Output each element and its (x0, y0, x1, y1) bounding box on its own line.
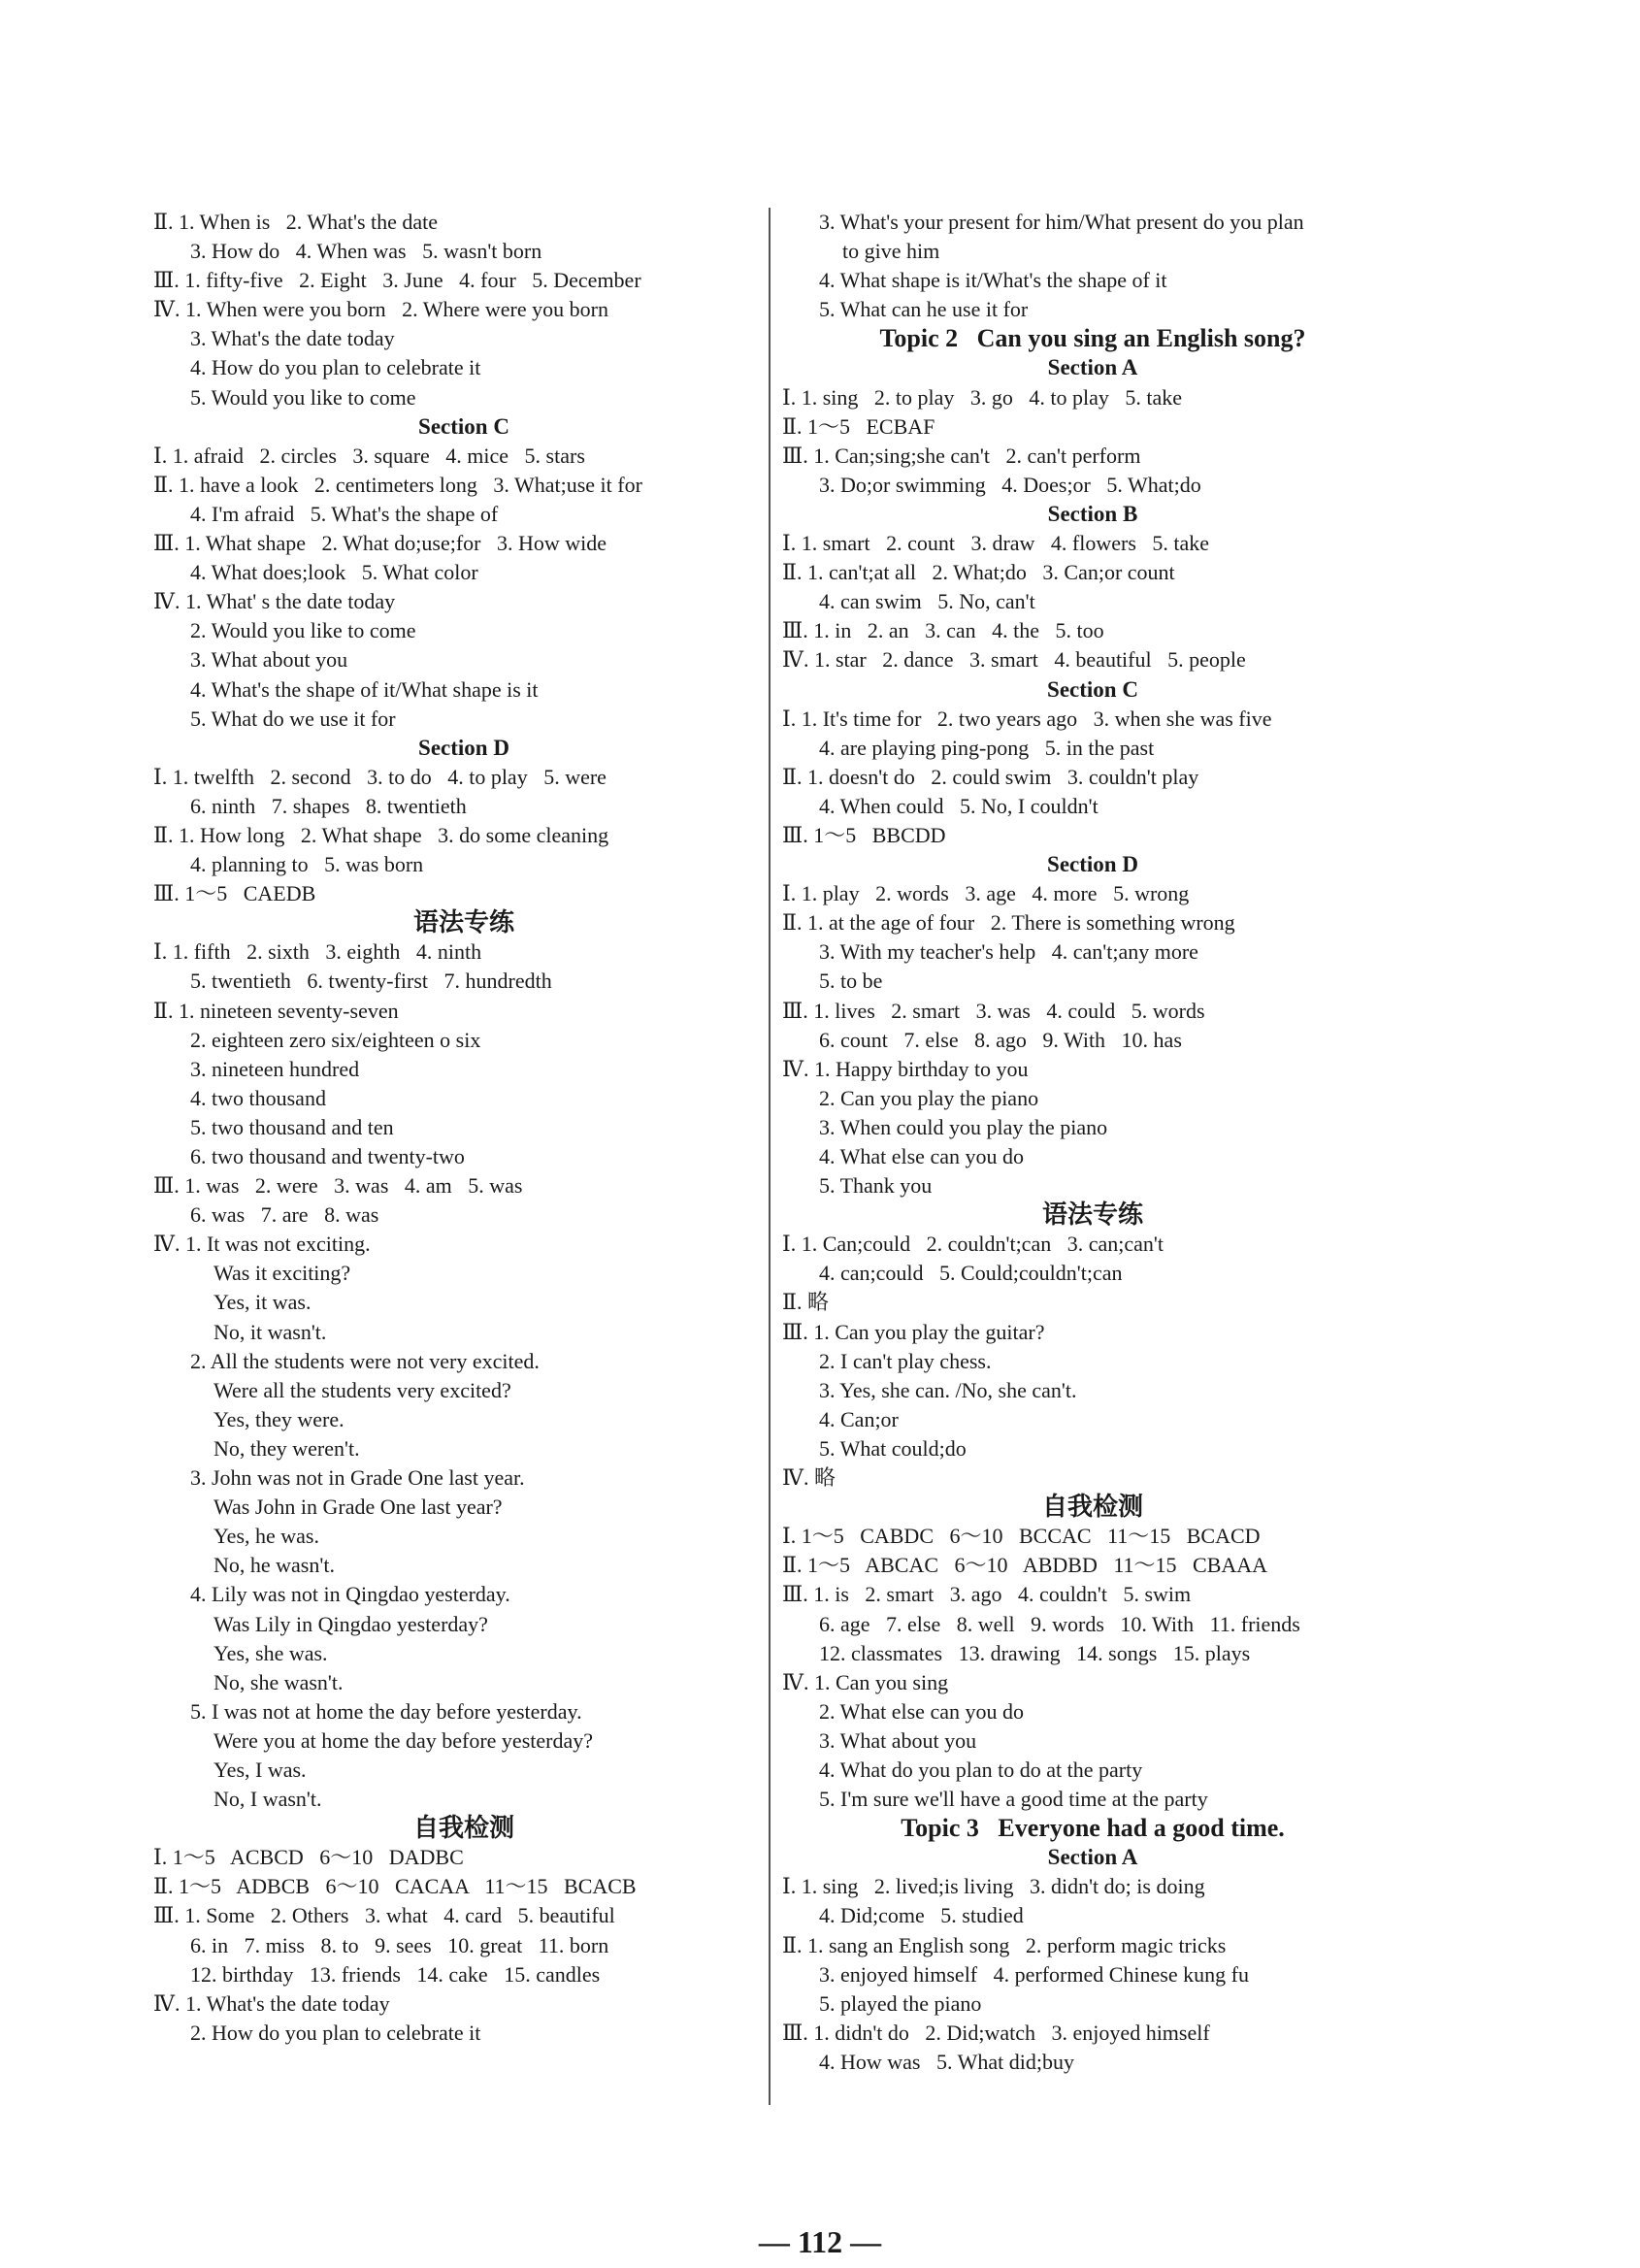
answer-line: 2. All the students were not very excited. (190, 1348, 540, 1373)
answer-line: Ⅰ. 1. Can;could 2. couldn't;can 3. can;can't (782, 1232, 1164, 1257)
answer-line: 3. What about you (819, 1727, 977, 1753)
answer-line: Ⅱ. 1. How long 2. What shape 3. do some cleaning (153, 822, 609, 847)
section-heading: 自我检测 (412, 1814, 514, 1844)
column-divider (769, 208, 771, 2105)
answer-line: No, he wasn't. (213, 1553, 335, 1578)
answer-line: 4. Lily was not in Qingdao yesterday. (190, 1582, 510, 1607)
answer-line: Ⅱ. 略 (782, 1290, 829, 1315)
answer-line: Ⅲ. 1. was 2. were 3. was 4. am 5. was (153, 1173, 523, 1199)
answer-line: Ⅲ. 1. lives 2. smart 3. was 4. could 5. words (782, 998, 1205, 1023)
section-heading: Section D (418, 735, 509, 760)
answer-line: 3. What's your present for him/What present do you plan (819, 210, 1304, 234)
answer-line: Ⅰ. 1. fifth 2. sixth 3. eighth 4. ninth (153, 939, 482, 965)
answer-line: 5. played the piano (819, 1990, 982, 2016)
answer-line: 5. Thank you (819, 1173, 933, 1199)
answer-line: 2. Can you play the piano (819, 1085, 1039, 1110)
section-heading: Section A (1047, 1845, 1138, 1870)
answer-line: 5. Would you like to come (190, 384, 416, 410)
answer-line: 5. What can he use it for (819, 297, 1029, 322)
answer-line: Ⅳ. 1. What' s the date today (153, 589, 396, 614)
answer-line: Ⅲ. 1～5 CAEDB (153, 881, 316, 906)
answer-line: Ⅰ. 1. twelfth 2. second 3. to do 4. to play 5. were (153, 764, 607, 789)
answer-line: 6. in 7. miss 8. to 9. sees 10. great 11. born (190, 1932, 609, 1957)
answer-line: 3. How do 4. When was 5. wasn't born (190, 239, 542, 264)
answer-line: Ⅳ. 1. Can you sing (782, 1669, 949, 1694)
answer-line: 6. ninth 7. shapes 8. twentieth (190, 793, 467, 818)
answer-line: 3. Yes, she can. /No, she can't. (819, 1377, 1077, 1402)
answer-line: 4. How do you plan to celebrate it (190, 355, 481, 380)
answer-line: 2. How do you plan to celebrate it (190, 2020, 481, 2045)
answer-line: Yes, I was. (213, 1757, 307, 1782)
left-column (153, 208, 774, 2048)
section-heading: Section C (1047, 676, 1138, 702)
answer-line: 4. I'm afraid 5. What's the shape of (190, 501, 499, 526)
answer-line: 3. nineteen hundred (190, 1056, 360, 1081)
section-heading: Section C (418, 413, 509, 439)
answer-line: No, she wasn't. (213, 1669, 344, 1694)
answer-line: Ⅳ. 1. It was not exciting. (153, 1232, 371, 1257)
answer-line: Ⅰ. 1. It's time for 2. two years ago 3. when she was five (782, 706, 1272, 731)
answer-line: Was it exciting? (213, 1261, 351, 1286)
answer-line: Ⅲ. 1. Can you play the guitar? (782, 1319, 1045, 1344)
answer-line: 3. With my teacher's help 4. can't;any more (819, 939, 1198, 965)
section-heading: Section B (1047, 501, 1138, 526)
answer-line: Ⅲ. 1. fifty-five 2. Eight 3. June 4. four 5. December (153, 268, 641, 293)
answer-line: Ⅱ. 1. When is 2. What's the date (153, 210, 439, 234)
answer-line: 4. two thousand (190, 1085, 326, 1110)
answer-line: Ⅲ. 1. What shape 2. What do;use;for 3. How wide (153, 531, 607, 556)
answer-line: 12. birthday 13. friends 14. cake 15. candles (190, 1961, 601, 1987)
section-heading: 语法专练 (412, 908, 514, 938)
answer-line: Ⅱ. 1. at the age of four 2. There is something wrong (782, 910, 1235, 936)
answer-line: Yes, she was. (213, 1640, 328, 1665)
answer-line: 4. planning to 5. was born (190, 852, 424, 877)
answer-line: 3. John was not in Grade One last year. (190, 1465, 525, 1491)
answer-line: Ⅰ. 1. smart 2. count 3. draw 4. flowers 5. take (782, 531, 1210, 556)
answer-line: 4. What's the shape of it/What shape is it (190, 676, 539, 702)
topic-heading: Topic 3 Everyone had a good time. (901, 1814, 1285, 1843)
answer-line: Ⅲ. 1～5 BBCDD (782, 822, 946, 847)
page-number: — 112 — (758, 2224, 882, 2259)
answer-line: 4. When could 5. No, I couldn't (819, 793, 1099, 818)
answer-line: 5. to be (819, 969, 883, 994)
answer-line: 4. What does;look 5. What color (190, 560, 478, 585)
answer-line: Ⅱ. 1. sang an English song 2. perform magic tricks (782, 1932, 1227, 1957)
answer-line: No, it wasn't. (213, 1319, 327, 1344)
answer-line: Yes, he was. (213, 1524, 319, 1549)
answer-line: 4. How was 5. What did;buy (819, 2049, 1074, 2074)
answer-line: Ⅳ. 略 (782, 1465, 836, 1491)
answer-line: Ⅲ. 1. didn't do 2. Did;watch 3. enjoyed himself (782, 2020, 1210, 2045)
answer-line: Ⅳ. 1. star 2. dance 3. smart 4. beautiful 5. people (782, 647, 1246, 673)
answer-line: 3. Do;or swimming 4. Does;or 5. What;do (819, 472, 1201, 497)
section-heading: 自我检测 (1041, 1493, 1143, 1523)
answer-line: Yes, they were. (213, 1406, 344, 1431)
answer-line: Ⅰ. 1. sing 2. lived;is living 3. didn't do; is doing (782, 1874, 1205, 1899)
answer-line: 6. count 7. else 8. ago 9. With 10. has (819, 1027, 1182, 1052)
answer-line: 3. enjoyed himself 4. performed Chinese kung fu (819, 1961, 1249, 1987)
answer-line: Was Lily in Qingdao yesterday? (213, 1611, 488, 1636)
answer-line: Were you at home the day before yesterday? (213, 1727, 593, 1753)
answer-line: No, they weren't. (213, 1435, 360, 1461)
answer-line: 3. What about you (190, 647, 348, 673)
answer-line: 4. can swim 5. No, can't (819, 589, 1035, 614)
answer-line: 5. What could;do (819, 1435, 967, 1461)
answer-line: 5. two thousand and ten (190, 1114, 394, 1139)
answer-line: Ⅲ. 1. Can;sing;she can't 2. can't perform (782, 443, 1141, 468)
answer-line: 5. What do we use it for (190, 706, 396, 731)
answer-line: No, I wasn't. (213, 1787, 322, 1812)
answer-line: 4. What do you plan to do at the party (819, 1757, 1143, 1782)
answer-line: 3. What's the date today (190, 326, 395, 351)
answer-line: 4. Can;or (819, 1406, 899, 1431)
answer-line: Was John in Grade One last year? (213, 1495, 503, 1520)
answer-line: 2. Would you like to come (190, 618, 416, 643)
section-heading: 语法专练 (1041, 1200, 1143, 1231)
answer-line: 5. twentieth 6. twenty-first 7. hundredth (190, 969, 552, 994)
answer-line: Ⅱ. 1～5 ECBAF (782, 413, 935, 439)
answer-line: Ⅲ. 1. Some 2. Others 3. what 4. card 5. beautiful (153, 1903, 615, 1928)
answer-line: Ⅱ. 1. doesn't do 2. could swim 3. couldn't play (782, 764, 1199, 789)
answer-line: 12. classmates 13. drawing 14. songs 15. plays (819, 1640, 1251, 1665)
answer-line: Ⅱ. 1～5 ADBCB 6～10 CACAA 11～15 BCACB (153, 1874, 637, 1899)
answer-line: Ⅲ. 1. in 2. an 3. can 4. the 5. too (782, 618, 1104, 643)
section-heading: Section A (1047, 355, 1138, 380)
answer-line: 4. What else can you do (819, 1144, 1024, 1168)
answer-line: Ⅳ. 1. Happy birthday to you (782, 1056, 1029, 1081)
answer-line: Ⅱ. 1. can't;at all 2. What;do 3. Can;or count (782, 560, 1175, 585)
section-heading: Section D (1047, 852, 1138, 877)
answer-line: Ⅲ. 1. is 2. smart 3. ago 4. couldn't 5. swim (782, 1582, 1192, 1607)
answer-line: 3. When could you play the piano (819, 1114, 1108, 1139)
answer-line: 6. two thousand and twenty-two (190, 1144, 465, 1168)
answer-line: Ⅰ. 1. play 2. words 3. age 4. more 5. wrong (782, 881, 1190, 906)
answer-line: 2. eighteen zero six/eighteen o six (190, 1027, 481, 1052)
answer-line: Were all the students very excited? (213, 1377, 511, 1402)
answer-line: to give him (842, 239, 940, 264)
answer-line: 4. What shape is it/What's the shape of it (819, 268, 1167, 293)
answer-line: 6. was 7. are 8. was (190, 1202, 379, 1228)
topic-heading: Topic 2 Can you sing an English song? (879, 324, 1306, 353)
answer-line: 6. age 7. else 8. well 9. words 10. With 11. friends (819, 1611, 1300, 1636)
answer-line: 5. I'm sure we'll have a good time at the party (819, 1787, 1208, 1812)
answer-line: 5. I was not at home the day before yesterday. (190, 1698, 582, 1724)
answer-line: 2. What else can you do (819, 1698, 1024, 1724)
answer-line: 4. are playing ping-pong 5. in the past (819, 735, 1155, 760)
answer-line: Ⅱ. 1. nineteen seventy-seven (153, 998, 399, 1023)
answer-line: 4. Did;come 5. studied (819, 1903, 1024, 1928)
answer-line: 4. can;could 5. Could;couldn't;can (819, 1261, 1123, 1286)
answer-line: Ⅰ. 1. sing 2. to play 3. go 4. to play 5. take (782, 384, 1182, 410)
answer-line: Ⅰ. 1～5 ACBCD 6～10 DADBC (153, 1845, 464, 1870)
answer-line: 2. I can't play chess. (819, 1348, 992, 1373)
answer-line: Ⅳ. 1. What's the date today (153, 1990, 390, 2016)
answer-line: Ⅱ. 1～5 ABCAC 6～10 ABDBD 11～15 CBAAA (782, 1553, 1268, 1578)
answer-line: Yes, it was. (213, 1290, 312, 1315)
answer-line: Ⅱ. 1. have a look 2. centimeters long 3. What;use it for (153, 472, 642, 497)
right-column (782, 208, 1403, 2077)
answer-line: Ⅳ. 1. When were you born 2. Where were you born (153, 297, 608, 322)
answer-line: Ⅰ. 1～5 CABDC 6～10 BCCAC 11～15 BCACD (782, 1524, 1261, 1549)
answer-line: Ⅰ. 1. afraid 2. circles 3. square 4. mice 5. stars (153, 443, 585, 468)
